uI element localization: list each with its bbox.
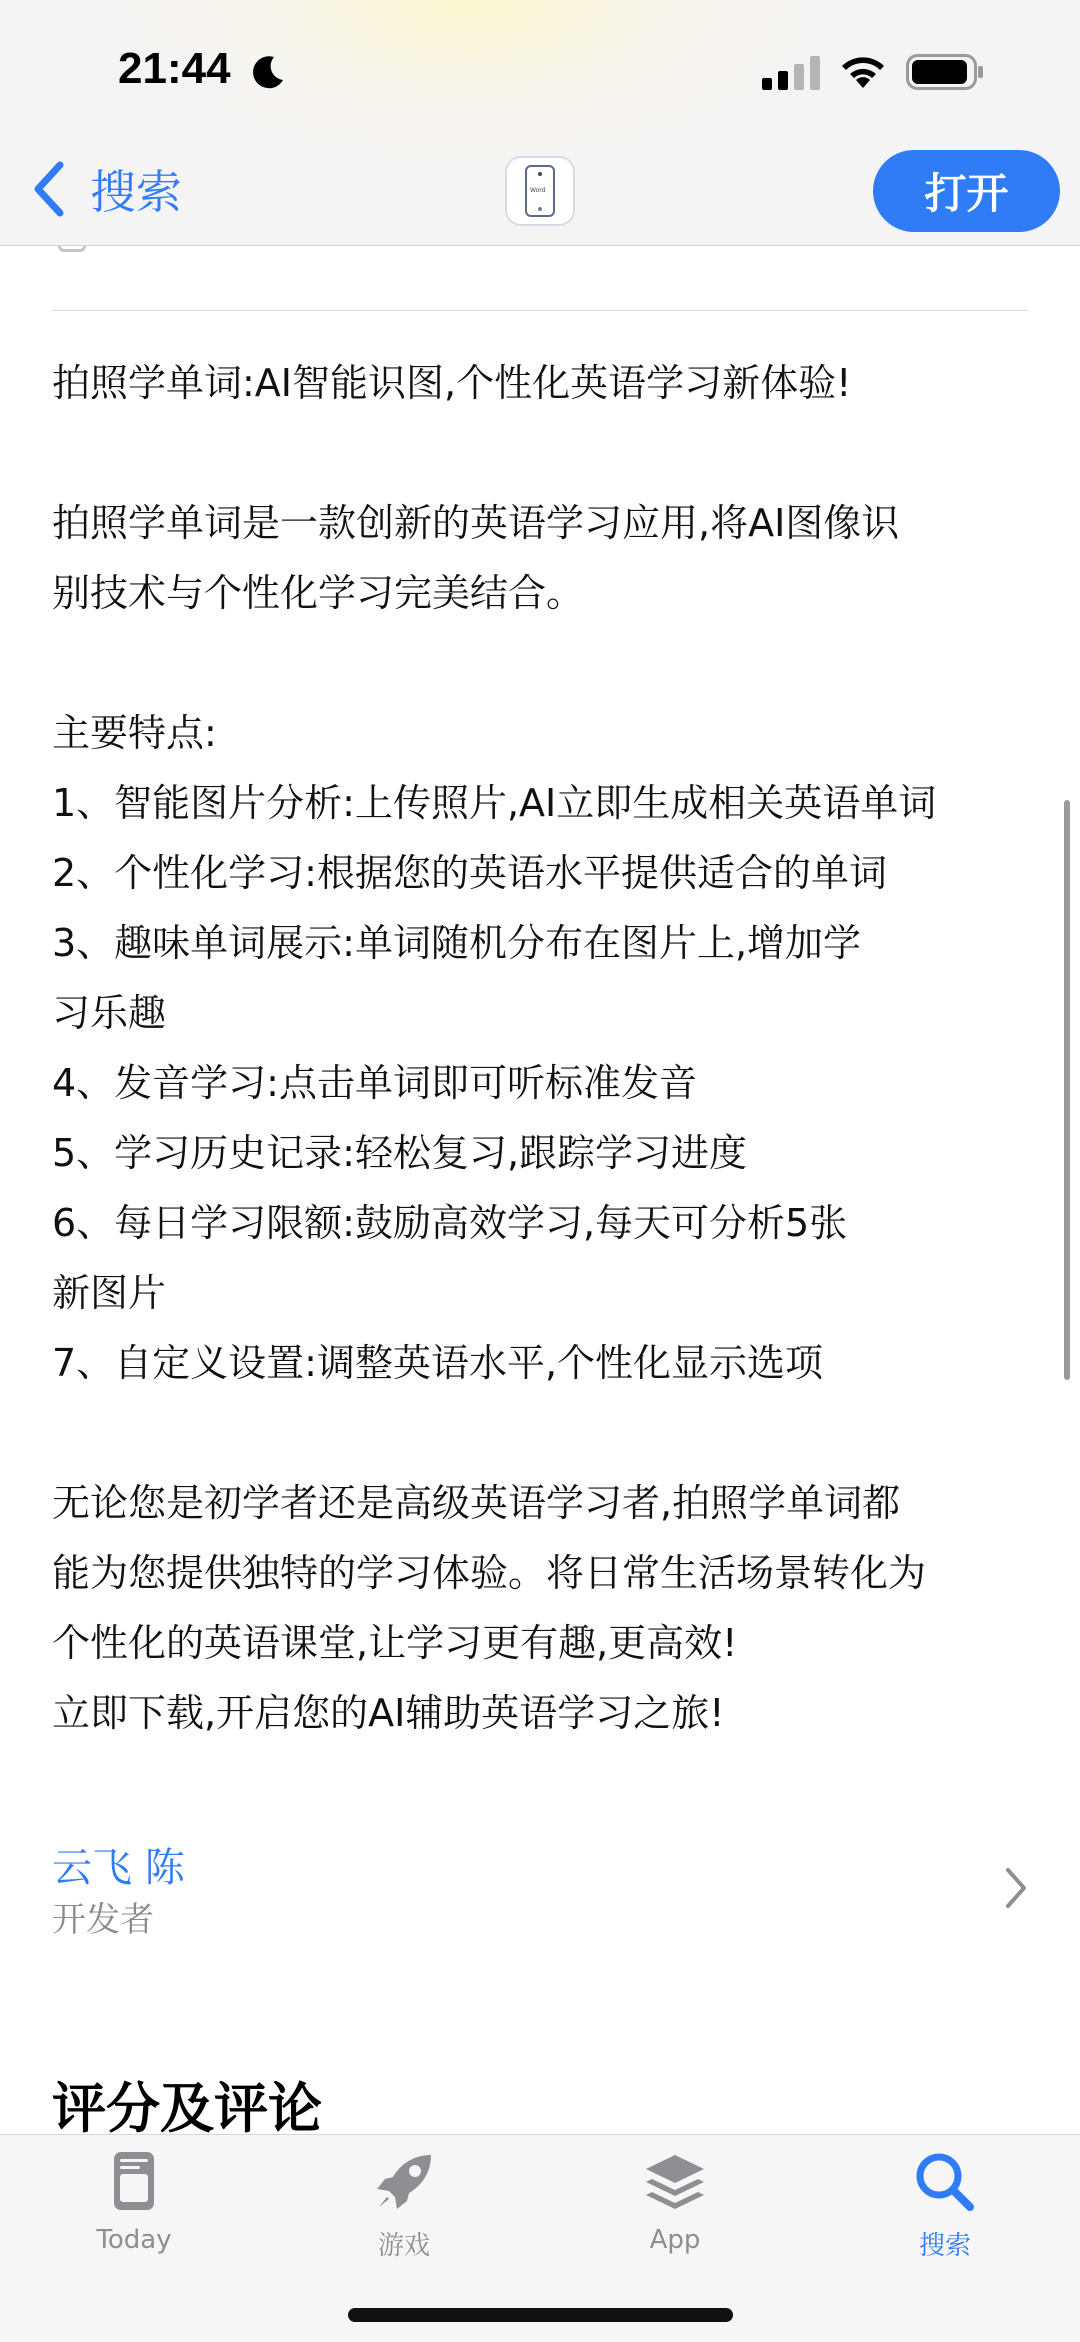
description-line: 6、每日学习限额:鼓励高效学习,每天可分析5张 bbox=[52, 1201, 848, 1245]
description-line: 立即下载,开启您的AI辅助英语学习之旅! bbox=[52, 1691, 725, 1735]
scrollbar[interactable] bbox=[1064, 800, 1070, 1380]
signal-icon bbox=[762, 56, 822, 90]
developer-link[interactable] bbox=[52, 1836, 1028, 1946]
app-icon-text: Word bbox=[530, 187, 546, 194]
phone-icon bbox=[525, 165, 555, 217]
developer-name: 云飞 陈 bbox=[52, 1845, 185, 1891]
app-description-section[interactable] bbox=[0, 246, 1080, 2134]
back-label: 搜索 bbox=[90, 165, 182, 219]
wifi-icon bbox=[838, 52, 888, 90]
layers-icon bbox=[642, 2149, 708, 2215]
description-line: 能为您提供独特的学习体验。将日常生活场景转化为 bbox=[52, 1551, 927, 1595]
description-line bbox=[52, 1398, 1042, 1468]
tab-search-label: 搜索 bbox=[918, 2231, 971, 2261]
home-indicator bbox=[348, 2308, 733, 2322]
chevron-right-icon bbox=[1004, 1866, 1028, 1910]
tab-apps[interactable] bbox=[585, 2149, 765, 2279]
description-line: 无论您是初学者还是高级英语学习者,拍照学单词都 bbox=[52, 1481, 901, 1525]
description-line: 3、趣味单词展示:单词随机分布在图片上,增加学 bbox=[52, 921, 862, 965]
back-button[interactable] bbox=[30, 154, 182, 224]
description-line bbox=[52, 628, 1042, 698]
description-line: 习乐趣 bbox=[52, 991, 167, 1035]
status-bar bbox=[0, 0, 1080, 140]
tab-search[interactable] bbox=[855, 2149, 1035, 2279]
description-line: 5、学习历史记录:轻松复习,跟踪学习进度 bbox=[52, 1131, 748, 1175]
partial-icon bbox=[58, 246, 86, 252]
nav-bar bbox=[0, 140, 1080, 246]
developer-role: 开发者 bbox=[52, 1900, 154, 1940]
tab-today[interactable] bbox=[44, 2149, 224, 2279]
ratings-section-title: 评分及评论 bbox=[52, 2077, 322, 2134]
description-line: 7、自定义设置:调整英语水平,个性化显示选项 bbox=[52, 1341, 824, 1385]
search-icon bbox=[912, 2149, 978, 2215]
description-line: 主要特点: bbox=[52, 711, 217, 755]
tab-games-label: 游戏 bbox=[377, 2231, 430, 2261]
battery-icon bbox=[906, 52, 986, 92]
description-line: 个性化的英语课堂,让学习更有趣,更高效! bbox=[52, 1621, 738, 1665]
app-description bbox=[52, 348, 1042, 1748]
description-line: 拍照学单词:AI智能识图,个性化英语学习新体验! bbox=[52, 361, 852, 405]
status-time: 21:44 bbox=[118, 44, 231, 93]
description-line: 4、发音学习:点击单词即可听标准发音 bbox=[52, 1061, 697, 1105]
today-icon bbox=[101, 2149, 167, 2215]
tab-apps-label: App bbox=[649, 2225, 701, 2255]
description-line: 2、个性化学习:根据您的英语水平提供适合的单词 bbox=[52, 851, 887, 895]
content-divider bbox=[52, 310, 1028, 311]
tab-today-label: Today bbox=[96, 2225, 172, 2255]
description-line: 新图片 bbox=[52, 1271, 167, 1315]
app-icon bbox=[505, 156, 575, 226]
description-line: 别技术与个性化学习完美结合。 bbox=[52, 571, 585, 615]
moon-icon bbox=[250, 54, 286, 90]
rocket-icon bbox=[371, 2149, 437, 2215]
description-line bbox=[52, 418, 1042, 488]
description-line: 拍照学单词是一款创新的英语学习应用,将AI图像识 bbox=[52, 501, 900, 545]
nav-divider bbox=[0, 245, 1080, 246]
description-line: 1、智能图片分析:上传照片,AI立即生成相关英语单词 bbox=[52, 781, 937, 825]
tab-games[interactable] bbox=[314, 2149, 494, 2279]
open-button[interactable]: 打开 bbox=[873, 150, 1060, 232]
chevron-left-icon bbox=[30, 161, 68, 217]
